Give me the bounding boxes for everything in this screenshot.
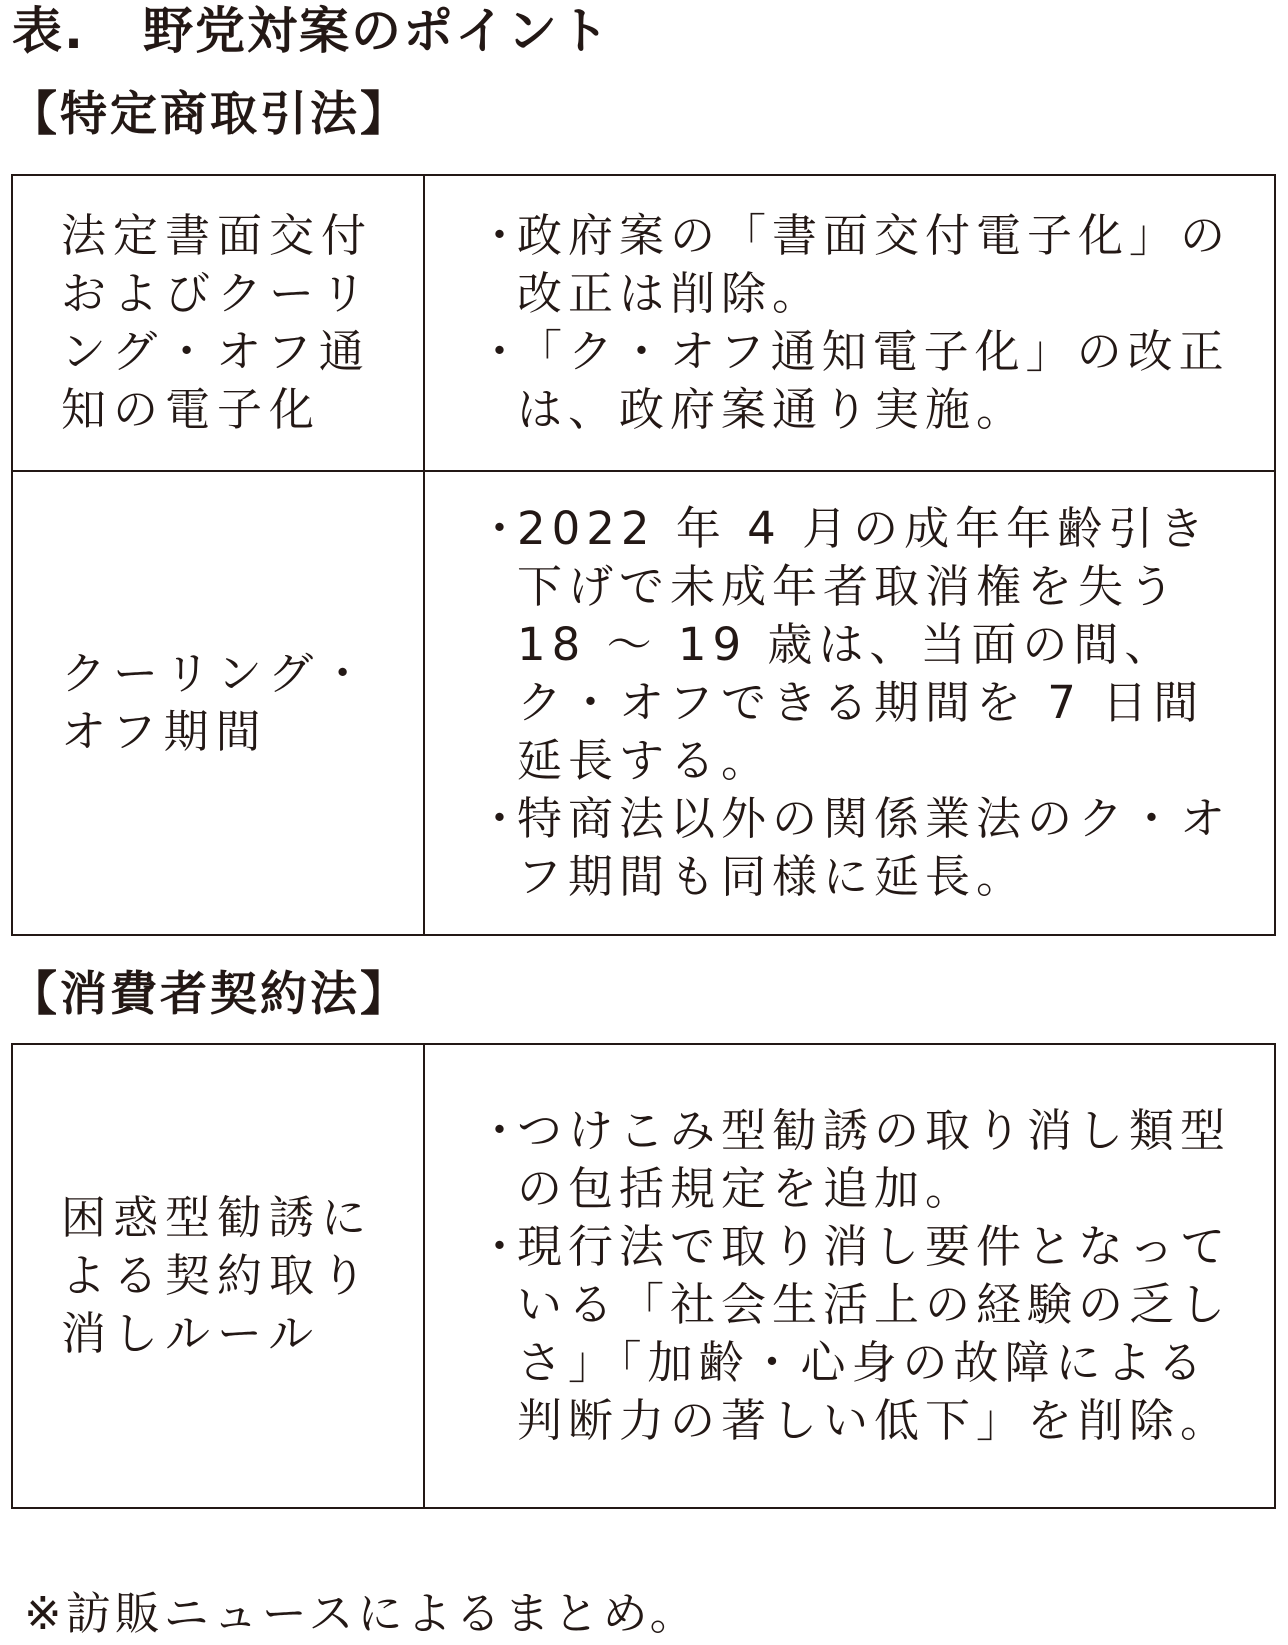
table-row — [12, 175, 1275, 471]
bullet-list — [425, 207, 1274, 439]
list-item — [477, 207, 1238, 323]
row-label: クーリング・オフ期間 — [61, 647, 373, 758]
list-item-text: 2022 年 4 月の成年年齢引き下げで未成年者取消権を失う 18 ～ 19 歳は、当面の間、ク・オフできる期間を 7 日間延長する。 — [517, 502, 1211, 787]
list-item-text: 政府案の「書面交付電子化」の改正は削除。 — [517, 209, 1232, 320]
bullet-mark: ・ — [477, 325, 529, 378]
tokusho-table — [11, 174, 1276, 936]
bullet-mark: ・ — [477, 1220, 529, 1273]
row-label-cell — [12, 175, 424, 471]
row-label-cell — [12, 1044, 424, 1508]
list-item — [477, 323, 1238, 439]
table-title — [12, 0, 611, 62]
bullet-list — [425, 1102, 1274, 1450]
bullet-mark: ・ — [477, 502, 529, 555]
row-content-cell — [424, 175, 1275, 471]
list-item-text: 現行法で取り消し要件となっている「社会生活上の経験の乏しさ」「加齢・心身の故障による判断力の著しい低下」を削除。 — [517, 1220, 1232, 1447]
list-item — [477, 790, 1238, 906]
table-row — [12, 471, 1275, 935]
section-heading-shohisha: 【消費者契約法】 — [10, 967, 410, 1022]
row-label: 法定書面交付およびクーリング・オフ通知の電子化 — [61, 209, 374, 436]
list-item — [477, 500, 1238, 790]
row-label-cell — [12, 471, 424, 935]
bullet-list — [425, 500, 1274, 906]
shohisha-table — [11, 1043, 1276, 1509]
bullet-mark: ・ — [477, 1104, 529, 1157]
list-item — [477, 1218, 1238, 1450]
bullet-mark: ・ — [477, 209, 529, 262]
title-text: 野党対案のポイント — [143, 2, 611, 60]
row-content-cell — [424, 1044, 1275, 1508]
bullet-mark: ・ — [477, 792, 529, 845]
row-content-cell — [424, 471, 1275, 935]
list-item — [477, 1102, 1238, 1218]
title-label: 表. — [12, 2, 85, 60]
list-item-text: 「ク・オフ通知電子化」の改正は、政府案通り実施。 — [517, 325, 1230, 436]
list-item-text: つけこみ型勧誘の取り消し類型の包括規定を追加。 — [517, 1104, 1232, 1215]
list-item-text: 特商法以外の関係業法のク・オフ期間も同様に延長。 — [517, 792, 1232, 903]
source-note: ※訪販ニュースによるまとめ。 — [24, 1587, 699, 1640]
table-row — [12, 1044, 1275, 1508]
row-label: 困惑型勧誘による契約取り消しルール — [61, 1191, 374, 1360]
section-heading-tokusho: 【特定商取引法】 — [10, 87, 410, 142]
